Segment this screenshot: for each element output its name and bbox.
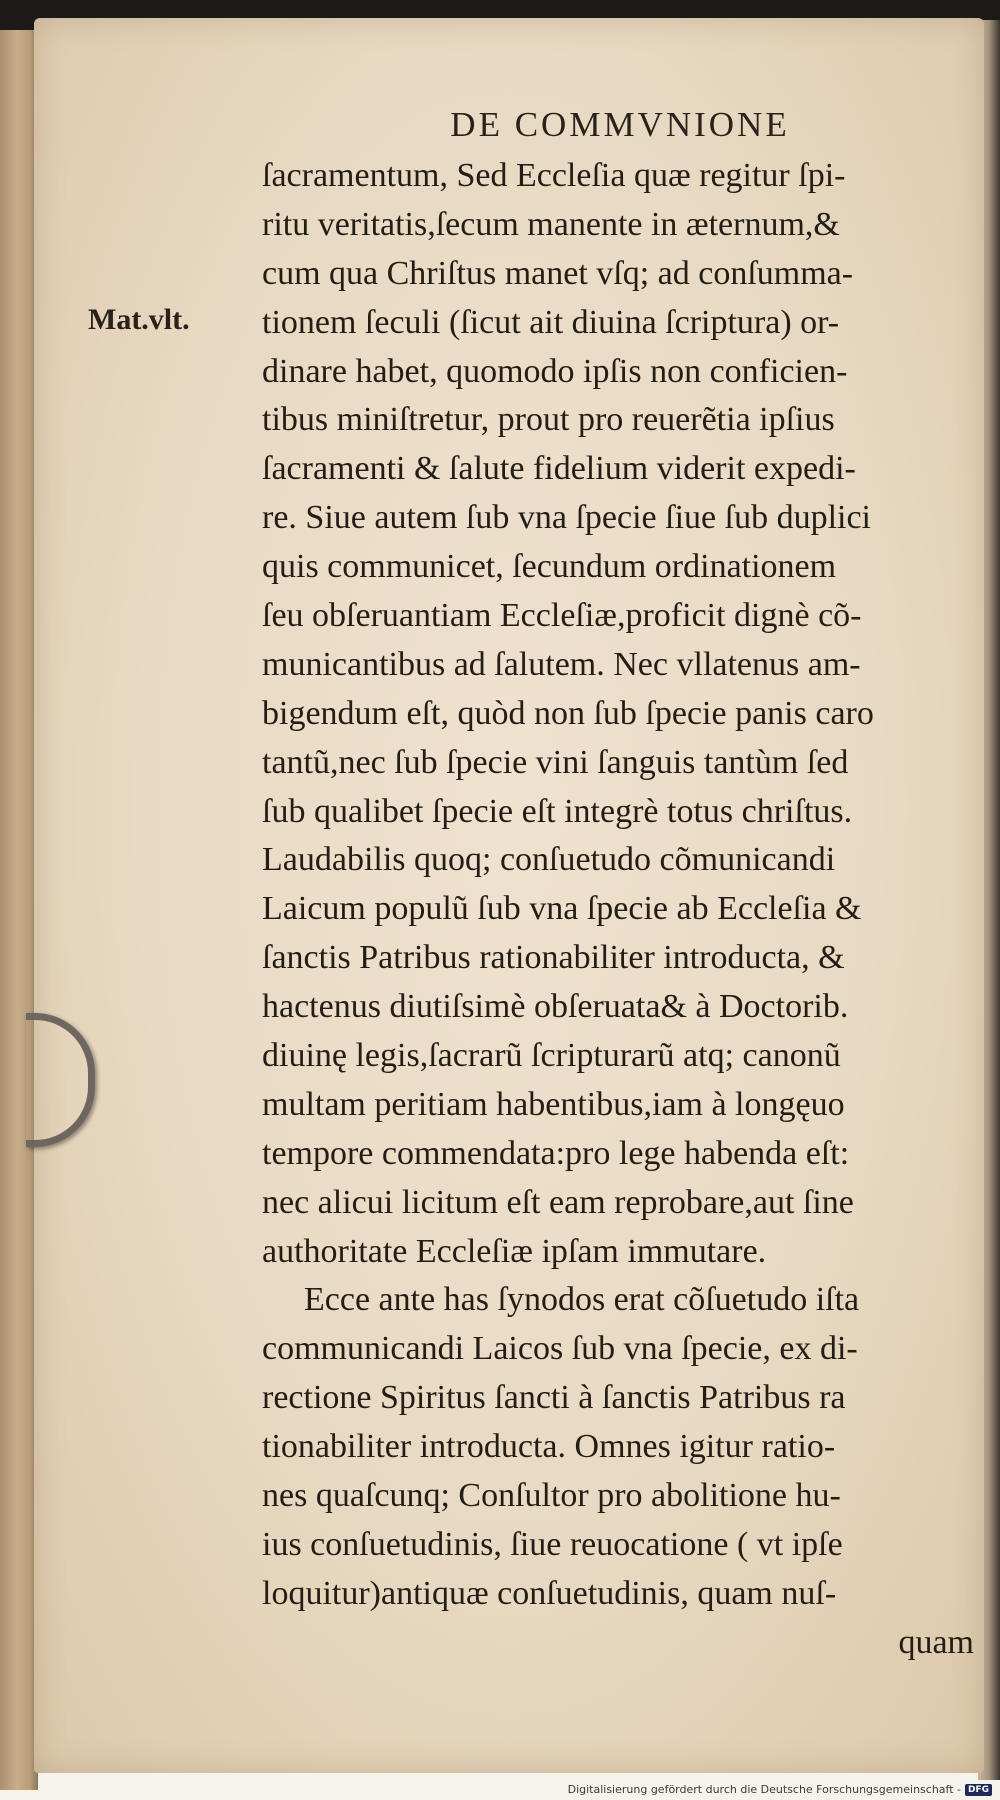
text-line: hactenus diutiſsimè obſeruata& à Doctorib. xyxy=(262,988,849,1026)
text-line: rectione Spiritus ſancti à ſanctis Patribus ra xyxy=(262,1379,846,1417)
text-line: authoritate Eccleſiæ ipſam immutare. xyxy=(262,1232,767,1270)
text-line: nes quaſcunq; Conſultor pro abolitione hu- xyxy=(262,1477,841,1515)
digitization-credit xyxy=(568,1783,992,1796)
credit-text: Digitalisierung gefördert durch die Deutsche Forschungsgemeinschaft - xyxy=(567,1783,961,1796)
text-line: tempore commendata:pro lege habenda eſt: xyxy=(262,1134,850,1172)
text-line: ſacramentum, Sed Eccleſia quæ regitur ſpi- xyxy=(262,157,846,194)
text-line: re. Siue autem ſub vna ſpecie ſiue ſub duplici xyxy=(262,499,871,537)
text-line: ſacramenti & ſalute fidelium viderit expedi- xyxy=(262,450,856,488)
text-line: ſanctis Patribus rationabiliter introducta, & xyxy=(262,939,845,977)
text-line: ritu veritatis,ſecum manente in æternum,& xyxy=(262,205,840,243)
text-line: loquitur)antiquæ conſuetudinis, quam nuſ- xyxy=(262,1574,837,1612)
text-line: Laicum populũ ſub vna ſpecie ab Eccleſia & xyxy=(262,890,862,928)
dfg-logo: DFG xyxy=(965,1784,992,1796)
book-edge-left xyxy=(0,30,38,1790)
text-line: municantibus ad ſalutem. Nec vllatenus am- xyxy=(262,645,861,683)
text-line: tionem ſeculi (ſicut ait diuina ſcriptura) or- xyxy=(262,303,840,341)
book-clasp xyxy=(26,1013,95,1147)
text-line: multam peritiam habentibus,iam à longęuo xyxy=(262,1085,845,1123)
text-line: cum qua Chriſtus manet vſq; ad conſumma- xyxy=(262,254,854,292)
text-line: dinare habet, quomodo ipſis non conficien- xyxy=(262,352,848,390)
text-line: tibus miniſtretur, prout pro reuerẽtia ipſius xyxy=(262,401,835,439)
text-line: ſeu obſeruantiam Eccleſiæ,proficit dignè cõ- xyxy=(262,597,862,635)
text-line: ius conſuetudinis, ſiue reuocatione ( vt ipſe xyxy=(262,1525,843,1563)
text-line: bigendum eſt, quòd non ſub ſpecie panis caro xyxy=(262,694,874,732)
text-line: quis communicet, ſecundum ordinationem xyxy=(262,548,837,586)
text-line: ſub qualibet ſpecie eſt integrè totus chriſtus. xyxy=(262,792,853,830)
text-line: nec alicui licitum eſt eam reprobare,aut ſine xyxy=(262,1183,854,1221)
body-text xyxy=(262,152,982,1668)
text-line: diuinę legis,ſacrarũ ſcripturarũ atq; canonũ xyxy=(262,1037,841,1075)
catchword: quam xyxy=(898,1623,974,1661)
text-line: communicandi Laicos ſub vna ſpecie, ex di- xyxy=(262,1330,858,1368)
paragraph-start-line: Ecce ante has ſynodos erat cõſuetudo iſta xyxy=(304,1281,860,1319)
text-line: tantũ,nec ſub ſpecie vini ſanguis tantùm ſed xyxy=(262,743,849,781)
text-line: Laudabilis quoq; conſuetudo cõmunicandi xyxy=(262,841,836,879)
marginal-note: Mat.vlt. xyxy=(88,303,190,336)
running-head: DE COMMVNIONE xyxy=(450,105,790,144)
text-line: tionabiliter introducta. Omnes igitur ratio- xyxy=(262,1428,836,1466)
